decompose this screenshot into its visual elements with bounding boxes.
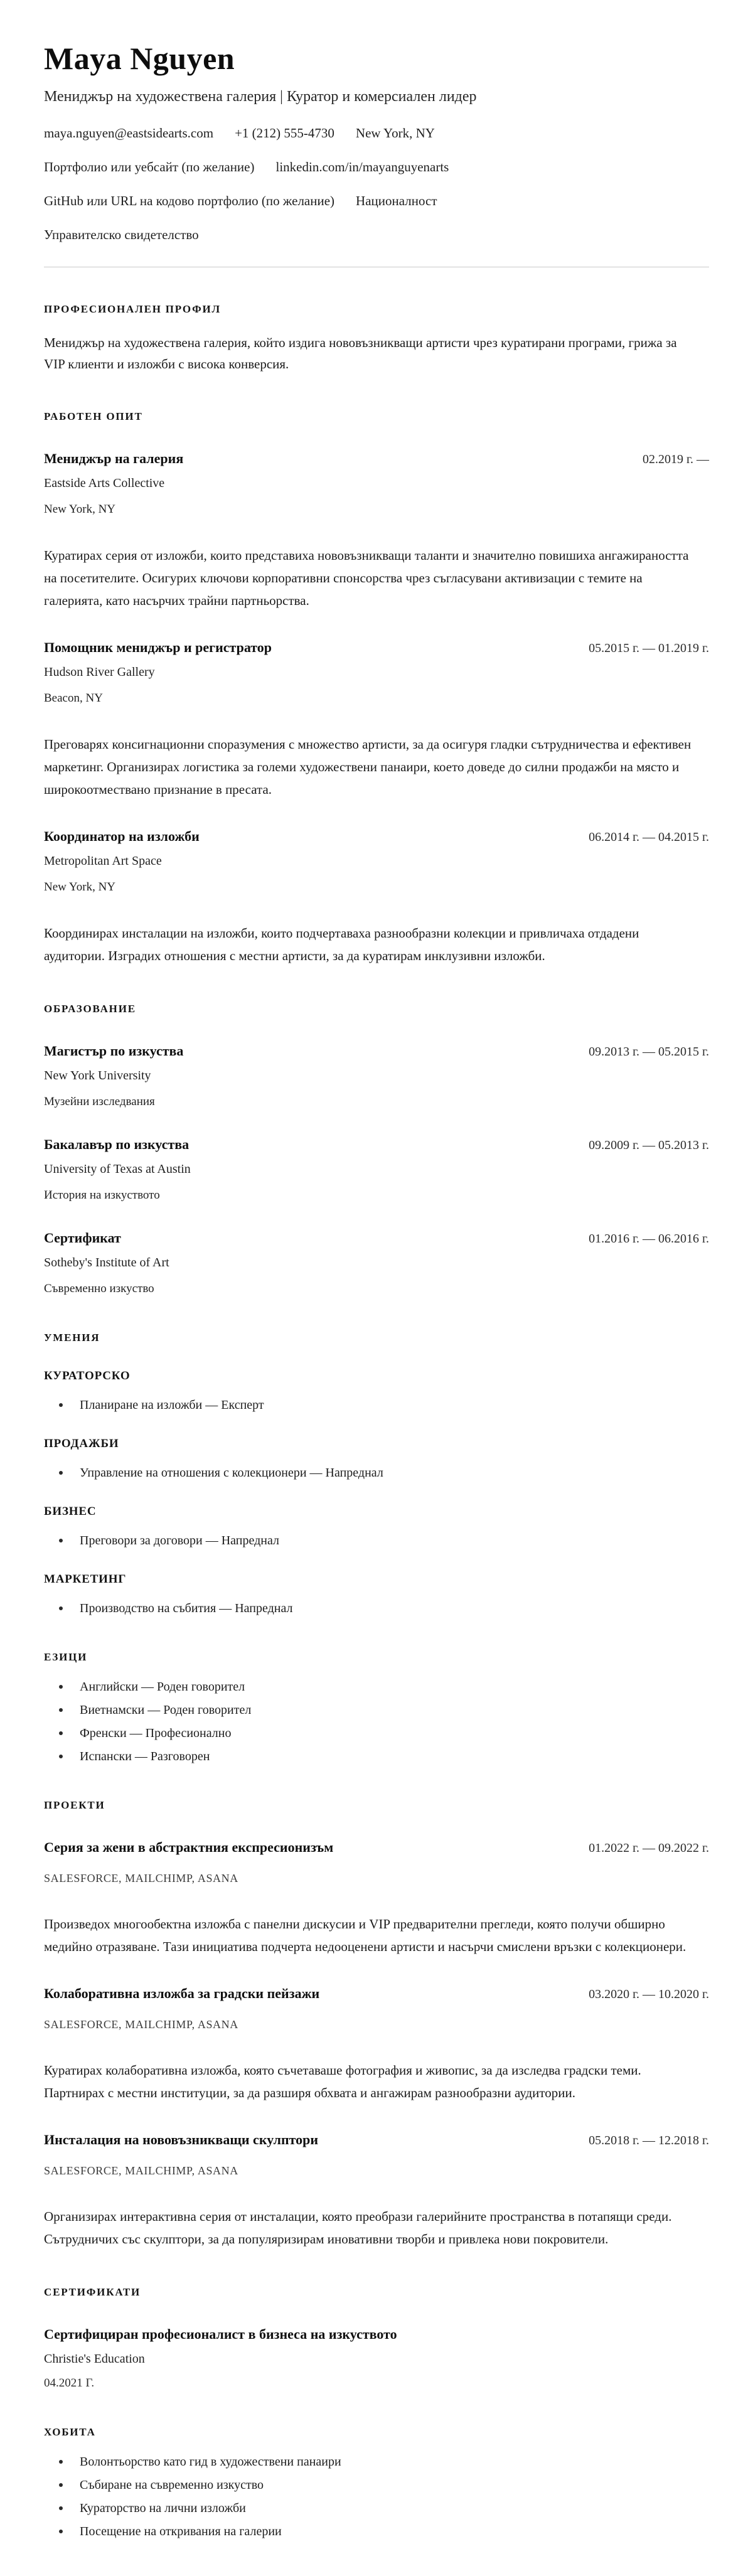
skill-category: МАРКЕТИНГ <box>44 1573 127 1586</box>
skill-item: Планиране на изложби — Експерт <box>44 1398 709 1412</box>
degree-title: Сертификат <box>44 1230 121 1246</box>
job-title: Помощник мениджър и регистратор <box>44 639 272 655</box>
skill-list <box>44 1466 709 1480</box>
languages-section-heading: ЕЗИЦИ <box>44 1651 88 1663</box>
job-location: New York, NY <box>44 503 116 516</box>
section-education <box>44 1003 709 1296</box>
skill-category: БИЗНЕС <box>44 1505 97 1518</box>
contact-row <box>44 227 709 243</box>
phone-text: +1 (212) 555-4730 <box>235 126 334 141</box>
education-dates: 09.2009 г. — 05.2013 г. <box>589 1138 709 1152</box>
person-name: Maya Nguyen <box>44 41 235 76</box>
skill-group <box>44 1369 709 1412</box>
skill-list <box>44 1601 709 1615</box>
project-tools: SALESFORCE, MAILCHIMP, ASANA <box>44 2018 238 2031</box>
nationality-text: Националност <box>356 193 437 208</box>
certificate-entry <box>44 2326 709 2390</box>
skills-section-heading: УМЕНИЯ <box>44 1332 100 1344</box>
language-list <box>44 1680 709 1763</box>
profile-summary: Мениджър на художествена галерия, който издига нововъзникващи артисти чрез куратирани програми, грижа за VIP клиенти и изложби с висока конверсия. <box>44 335 677 371</box>
job-title: Мениджър на галерия <box>44 451 184 466</box>
job-description: Куратирах серия от изложби, които представиха нововъзникващи таланти и значително повишиха ангажираността на посетителите. Осигурих ключови корпоративни спонсорства чрез съгласувани активизации с темите на галерията, като насърчих трайни партньорства. <box>44 548 689 608</box>
job-entry-header <box>44 451 709 467</box>
education-entry-header <box>44 1136 709 1153</box>
headline: Мениджър на художествена галерия | Куратор и комерсиален лидер <box>44 88 477 105</box>
section-profile <box>44 303 709 375</box>
github-text: GitHub или URL на кодово портфолио (по желание) <box>44 193 335 208</box>
education-section-heading: ОБРАЗОВАНИЕ <box>44 1003 136 1015</box>
job-description: Координирах инсталации на изложби, които подчертаваха разнообразни колекции и привличаха отдадени аудитории. Изградих отношения с местни артисти, за да куратирам инклузивни изложби. <box>44 926 639 963</box>
section-skills <box>44 1332 709 1615</box>
degree-title: Бакалавър по изкуства <box>44 1136 190 1152</box>
project-description: Куратирах колаборативна изложба, която съчетаваше фотография и живопис, за да изследва градски теми. Партнирах с местни институции, за да разширя обхвата и ангажирам разнообразни аудитории. <box>44 2063 641 2100</box>
location-text: New York, NY <box>355 126 435 141</box>
job-dates: 05.2015 г. — 01.2019 г. <box>589 641 709 655</box>
project-tools: SALESFORCE, MAILCHIMP, ASANA <box>44 1872 238 1884</box>
project-tools: SALESFORCE, MAILCHIMP, ASANA <box>44 2164 238 2177</box>
job-entry <box>44 828 709 967</box>
degree-title: Магистър по изкуства <box>44 1043 184 1059</box>
driving-license-text: Управителско свидетелство <box>44 227 199 242</box>
education-entry <box>44 1043 709 1109</box>
field-of-study: История на изкуството <box>44 1189 160 1202</box>
profile-section-heading: ПРОФЕСИОНАЛЕН ПРОФИЛ <box>44 303 222 315</box>
project-title: Инсталация на нововъзникващи скулптори <box>44 2132 319 2147</box>
language-item: Английски — Роден говорител <box>44 1680 709 1694</box>
section-hobbies <box>44 2426 709 2538</box>
skill-item: Производство на събития — Напреднал <box>44 1601 709 1615</box>
contact-row <box>44 159 709 175</box>
hobby-item: Кураторство на лични изложби <box>44 2501 709 2515</box>
school-name: University of Texas at Austin <box>44 1162 191 1176</box>
job-company: Eastside Arts Collective <box>44 476 165 490</box>
hobby-item: Посещение на откривания на галерии <box>44 2525 709 2538</box>
section-certificates <box>44 2286 709 2390</box>
education-entry-header <box>44 1043 709 1059</box>
hobby-item: Събиране на съвременно изкуство <box>44 2478 709 2492</box>
skill-group <box>44 1573 709 1615</box>
job-company: Hudson River Gallery <box>44 665 155 679</box>
hobbies-section-heading: ХОБИТА <box>44 2426 96 2438</box>
education-entry <box>44 1136 709 1202</box>
project-entry-header <box>44 2132 709 2148</box>
skill-category: КУРАТОРСКО <box>44 1369 131 1382</box>
project-entry-header <box>44 1839 709 1856</box>
certificate-entry-header <box>44 2326 709 2343</box>
project-title: Серия за жени в абстрактния експресионизъм <box>44 1839 334 1855</box>
job-company: Metropolitan Art Space <box>44 854 162 868</box>
linkedin-text: linkedin.com/in/mayanguyenarts <box>275 159 449 174</box>
section-projects <box>44 1799 709 2250</box>
skill-category: ПРОДАЖБИ <box>44 1437 119 1450</box>
language-item: Френски — Професионално <box>44 1726 709 1740</box>
project-title: Колаборативна изложба за градски пейзажи <box>44 1985 320 2001</box>
section-languages <box>44 1651 709 1763</box>
skill-item: Управление на отношения с колекционери — Напреднал <box>44 1466 709 1480</box>
hobby-list <box>44 2455 709 2538</box>
language-item: Виетнамски — Роден говорител <box>44 1703 709 1717</box>
contact-info <box>44 126 709 243</box>
school-name: Sotheby's Institute of Art <box>44 1256 169 1269</box>
project-dates: 01.2022 г. — 09.2022 г. <box>589 1841 709 1855</box>
resume-header <box>44 41 709 243</box>
certificate-date: 04.2021 Г. <box>44 2376 95 2390</box>
job-dates: 06.2014 г. — 04.2015 г. <box>589 830 709 844</box>
certificates-section-heading: СЕРТИФИКАТИ <box>44 2286 141 2298</box>
education-dates: 01.2016 г. — 06.2016 г. <box>589 1232 709 1246</box>
project-entry <box>44 1985 709 2104</box>
education-entry <box>44 1230 709 1296</box>
experience-section-heading: РАБОТЕН ОПИТ <box>44 410 143 422</box>
project-entry <box>44 1839 709 1958</box>
skill-item: Преговори за договори — Напреднал <box>44 1534 709 1547</box>
skill-list <box>44 1398 709 1412</box>
hobby-item: Волонтьорство като гид в художествени панаири <box>44 2455 709 2469</box>
job-location: New York, NY <box>44 880 116 894</box>
job-description: Преговарях консигнационни споразумения с множество артисти, за да осигуря гладки сътрудничества и ефективен маркетинг. Организирах логистика за големи художествени панаири, което доведе до силни продажби на място и широкоотмествано признание в пресата. <box>44 737 692 797</box>
portfolio-text: Портфолио или уебсайт (по желание) <box>44 159 255 174</box>
job-location: Beacon, NY <box>44 692 103 705</box>
field-of-study: Съвременно изкуство <box>44 1282 154 1295</box>
job-title: Координатор на изложби <box>44 828 200 844</box>
language-item: Испански — Разговорен <box>44 1750 709 1763</box>
job-entry <box>44 639 709 801</box>
project-description: Произведох многообектна изложба с панелни дискусии и VIP предварителни прегледи, която получи обширно медийно отразяване. Тази инициатива подчерта недооценени артисти и насърчи смислени връзки с колекционери. <box>44 1916 686 1954</box>
project-description: Организирах интерактивна серия от инсталации, която преобрази галерийните пространства в потапящи среди. Сътрудничих със скулптори, за да популяризирам иновативни творби и привлека нови покровители. <box>44 2209 672 2247</box>
email-text: maya.nguyen@eastsidearts.com <box>44 126 214 141</box>
skill-list <box>44 1534 709 1547</box>
contact-row <box>44 193 709 209</box>
job-entry-header <box>44 828 709 845</box>
job-entry <box>44 451 709 612</box>
project-dates: 03.2020 г. — 10.2020 г. <box>589 1987 709 2001</box>
certificate-title: Сертифициран професионалист в бизнеса на изкуството <box>44 2326 397 2342</box>
school-name: New York University <box>44 1069 151 1082</box>
field-of-study: Музейни изследвания <box>44 1095 155 1108</box>
education-dates: 09.2013 г. — 05.2015 г. <box>589 1045 709 1059</box>
education-entry-header <box>44 1230 709 1246</box>
project-entry <box>44 2132 709 2250</box>
certificate-issuer: Christie's Education <box>44 2352 145 2366</box>
project-dates: 05.2018 г. — 12.2018 г. <box>589 2134 709 2147</box>
contact-row <box>44 126 709 141</box>
section-experience <box>44 410 709 967</box>
job-entry-header <box>44 639 709 656</box>
skill-group <box>44 1505 709 1547</box>
projects-section-heading: ПРОЕКТИ <box>44 1799 105 1811</box>
job-dates: 02.2019 г. — <box>643 452 709 466</box>
project-entry-header <box>44 1985 709 2002</box>
skill-group <box>44 1437 709 1480</box>
